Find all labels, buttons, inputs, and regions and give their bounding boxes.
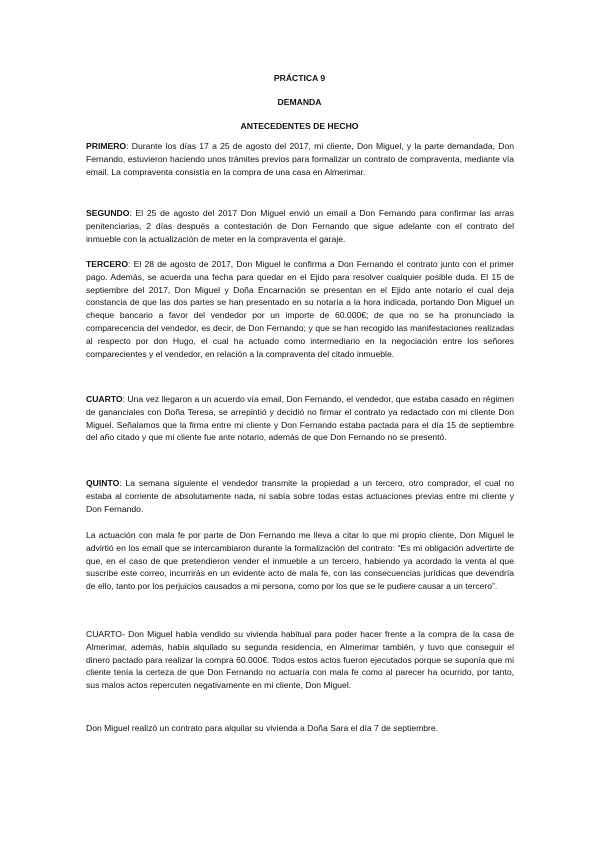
paragraph-cuarto [86, 393, 514, 444]
paragraph-label: TERCERO [86, 259, 129, 269]
paragraph-alquiler [86, 722, 514, 735]
paragraph-text: : La semana siguiente el vendedor transmite la propiedad a un tercero, otro comprador, el cual no estaba al corriente de absolutamente nada, ni sabía sobre todas estas actuaciones previas entre mi cliente y Don Fernando. [86, 478, 514, 514]
practice-title: PRÁCTICA 9 [273, 73, 326, 83]
paragraph-quinto [86, 477, 514, 515]
paragraph-cuarto-bis [86, 628, 514, 692]
paragraph-label: CUARTO [86, 394, 123, 404]
section-heading: ANTECEDENTES DE HECHO [240, 121, 359, 131]
paragraph-text: Don Miguel realizó un contrato para alquilar su vivienda a Doña Sara el día 7 de septiembre. [86, 723, 439, 733]
paragraph-tercero [86, 258, 514, 360]
paragraph-text: : El 28 de agosto de 2017, Don Miguel le confirma a Don Fernando el contrato junto con el primer pago. Además, se acuerda una fecha para quedar en el Ejido para resolver cualquier posible duda. El 15 de septiembre del 2017, Don Miguel y Doña Encarnación se presentan en el Ejido ante notario el cual deja constancia de que las dos partes se han presentado en su notaría a la hora indicada, portando Don Miguel un cheque bancario a favor del vendedor por un importe de 60.000€; de que no se ha pronunciado la comparecencia del vendedor, es decir, de Don Fernando; y que se han recogido las manifestaciones realizadas al respecto por don Hugo, el cual ha actuado como intermediario en la negociación entre los señores comparecientes y el vendedor, en relación a la compraventa del citado inmueble. [86, 259, 514, 359]
paragraph-segundo [86, 207, 514, 245]
paragraph-label: QUINTO [86, 478, 120, 488]
document-type-title: DEMANDA [277, 97, 322, 107]
paragraph-label: PRIMERO [86, 141, 127, 151]
paragraph-text: : Durante los días 17 a 25 de agosto del 2017, mi cliente, Don Miguel, y la parte demandada, Don Fernando, estuvieron haciendo unos trámites previos para formalizar un contrato de compraventa, mediante vía email. La compraventa consistía en la compra de una casa en Almerimar. [86, 141, 514, 177]
paragraph-text: La actuación con mala fe por parte de Don Fernando me lleva a citar lo que mi propio cliente, Don Miguel le advirtió en los email que se intercambiaron durante la formalización del contrato: “Es mi obligación advertirte de que, en el caso de que pretendieron vender el inmueble a un tercero, habiendo ya acordado la venta al que suscribe este correo, incurrirás en un evidente acto de mala fe, con las consecuencias jurídicas que devendría de ello, tanto por los perjuicios causados a mi persona, como por los que se le pudiere causar a un tercero”. [86, 530, 514, 592]
paragraph-mala-fe [86, 529, 514, 593]
paragraph-text: CUARTO- Don Miguel había vendido su vivienda habitual para poder hacer frente a la compra de la casa de Almerimar, además, había alquilado su segunda residencia, en Almerimar también, y tuvo que conseguir el dinero pactado para realizar la compra 60.000€. Todos estos actos fueron ejecutados porque se suponía que mi cliente tenía la certeza de que Don Fernando no actuaría con mala fe como al parecer ha ocurrido, por tanto, sus malos actos repercuten negativamente en mi cliente, Don Miguel. [86, 629, 514, 691]
paragraph-label: SEGUNDO [86, 208, 130, 218]
paragraph-text: : El 25 de agosto del 2017 Don Miguel envió un email a Don Fernando para confirmar las arras penitenciarias, 2 días después a contestación de Don Fernando que sigue adelante con el contrato del inmueble con la actualización de meter en la compraventa el garaje. [86, 208, 514, 244]
paragraph-primero [86, 140, 514, 178]
paragraph-text: : Una vez llegaron a un acuerdo vía email, Don Fernando, el vendedor, que estaba casado en régimen de gananciales con Doña Teresa, se arrepintió y decidió no firmar el contrato ya redactado con mi cliente Don Miguel. Señalamos que la firma entre mi cliente y Don Fernando estaba pactada para el día 15 de septiembre del año citado y que mi cliente fue ante notario, además de que Don Fernando no se presentó. [86, 394, 514, 443]
